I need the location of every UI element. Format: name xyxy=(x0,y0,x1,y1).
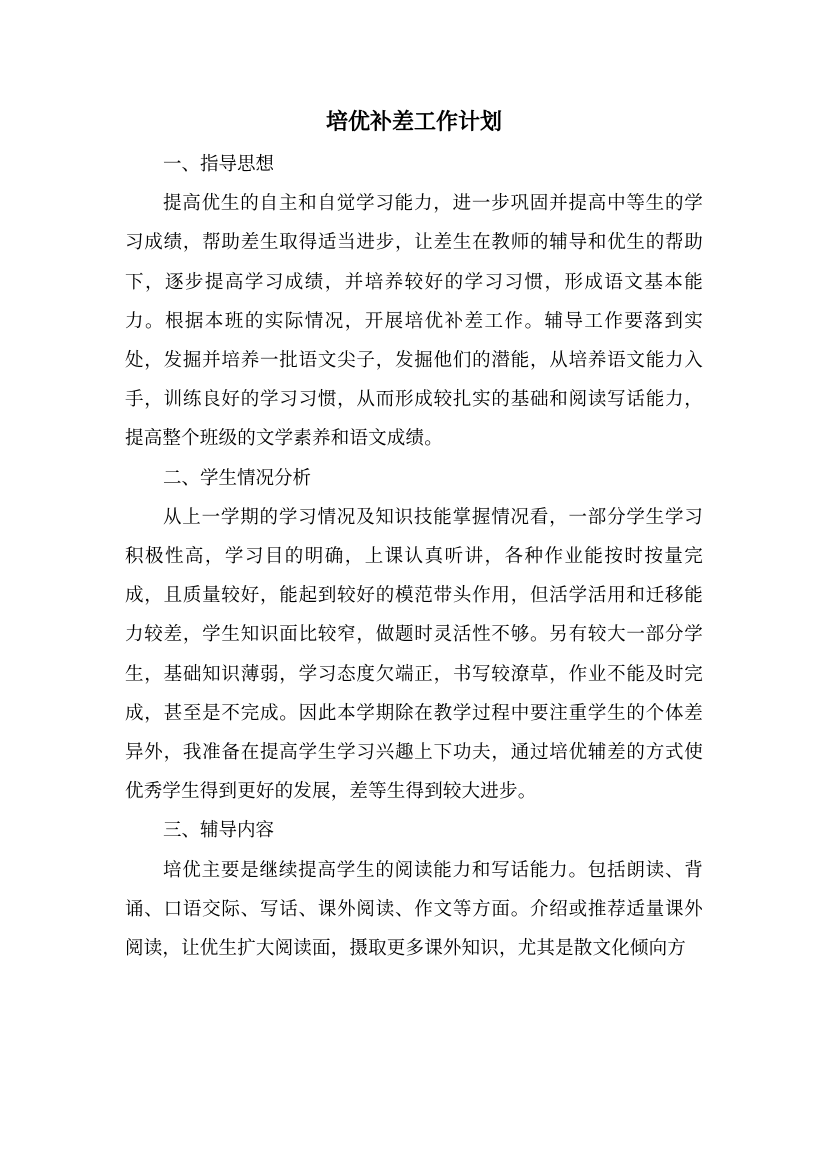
document-body xyxy=(125,103,703,968)
section-paragraph-tutoring-content: 培优主要是继续提高学生的阅读能力和写话能力。包括朗读、背诵、口语交际、写话、课外阅读、作文等方面。介绍或推荐适量课外阅读，让优生扩大阅读面，摄取更多课外知识，尤其是散文化倾向方 xyxy=(125,859,703,960)
section-heading-guiding-ideology: 一、指导思想 xyxy=(163,154,275,175)
section-heading-tutoring-content: 三、辅导内容 xyxy=(163,820,275,842)
document-title: 培优补差工作计划 xyxy=(325,109,502,135)
section-heading-student-analysis: 二、学生情况分析 xyxy=(163,467,312,489)
section-paragraph-guiding-ideology: 提高优生的自主和自觉学习能力，进一步巩固并提高中等生的学习成绩，帮助差生取得适当进步，让差生在教师的辅导和优生的帮助下，逐步提高学习成绩，并培养较好的学习习惯，形成语文基本能力。根据本班的实际情况，开展培优补差工作。辅导工作要落到实处，发掘并培养一批语文尖子，发掘他们的潜能，从培养语文能力入手，训练良好的学习习惯，从而形成较扎实的基础和阅读写话能力，提高整个班级的文学素养和语文成绩。 xyxy=(125,193,703,450)
section-paragraph-student-analysis: 从上一学期的学习情况及知识技能掌握情况看，一部分学生学习积极性高，学习目的明确，上课认真听讲，各种作业能按时按量完成，且质量较好，能起到较好的模范带头作用，但活学活用和迁移能力较差，学生知识面比较窄，做题时灵活性不够。另有较大一部分学生，基础知识薄弱，学习态度欠端正，书写较潦草，作业不能及时完成，甚至是不完成。因此本学期除在教学过程中要注重学生的个体差异外，我准备在提高学生学习兴趣上下功夫，通过培优辅差的方式使优秀学生得到更好的发展，差等生得到较大进步。 xyxy=(125,506,703,803)
